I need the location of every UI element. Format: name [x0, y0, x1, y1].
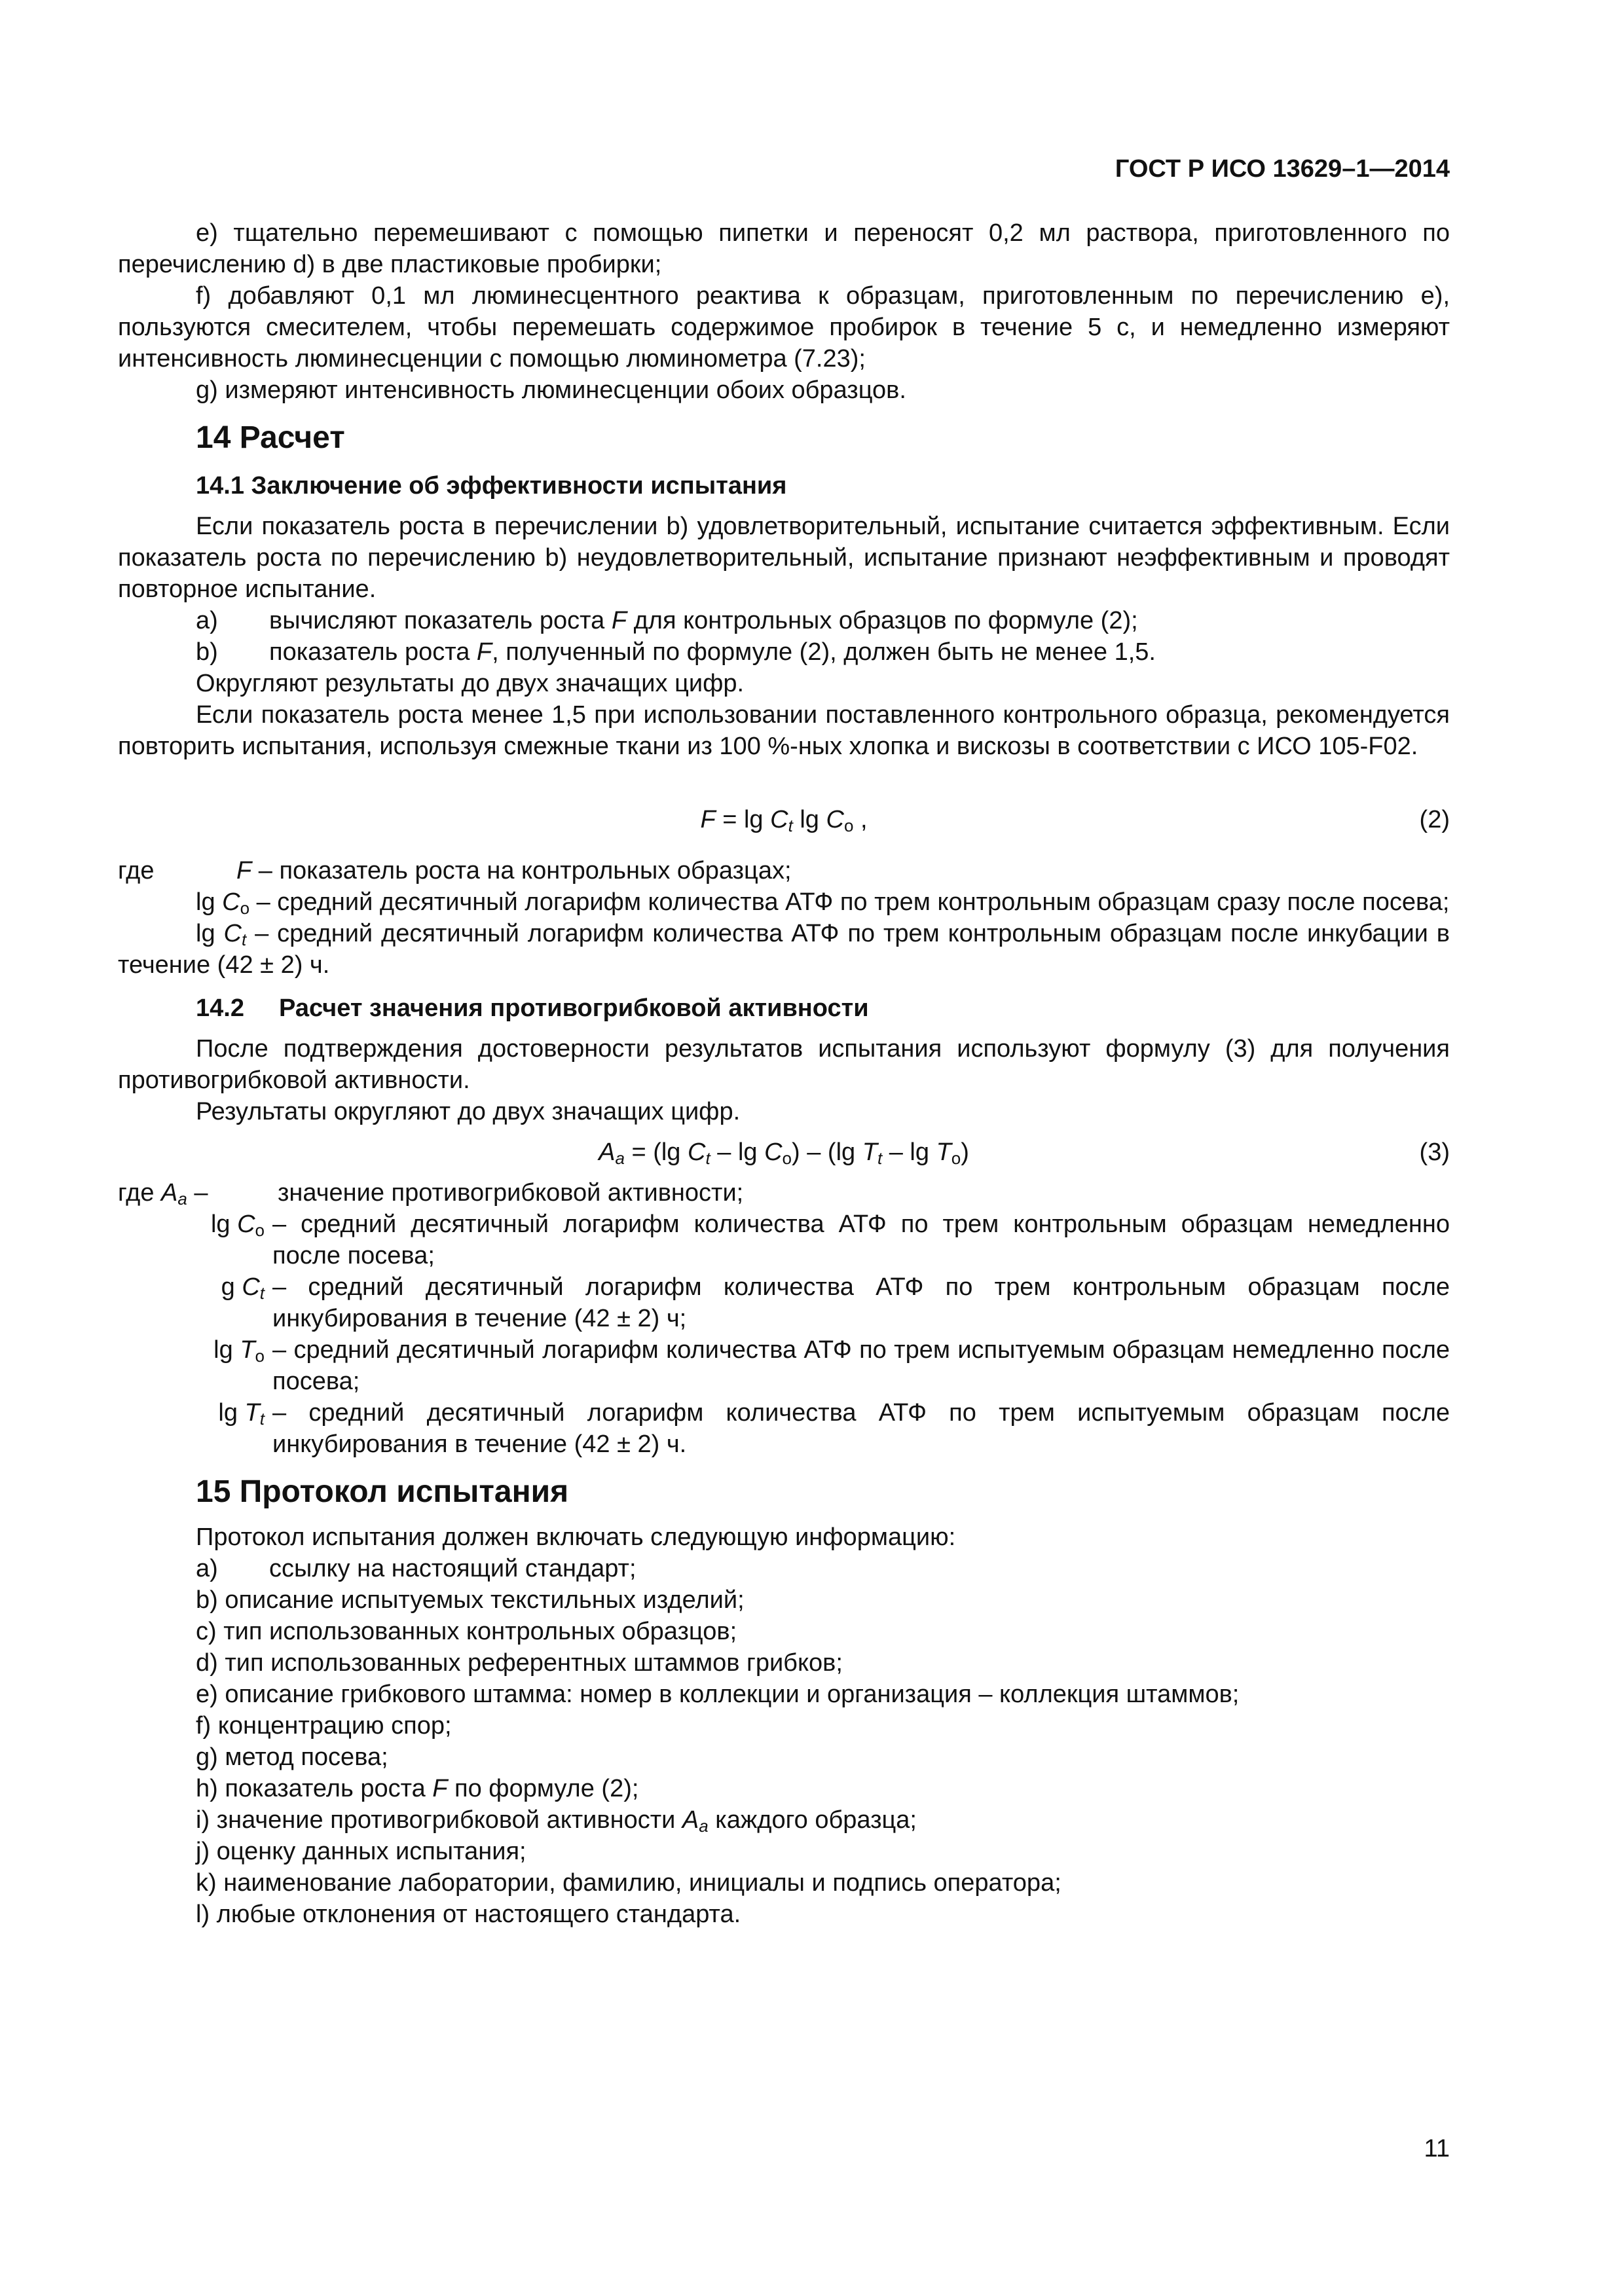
protocol-item: g) метод посева;	[196, 1743, 388, 1771]
def-text-aa: значение противогрибковой активности;	[278, 1179, 744, 1207]
list-text: ссылку на настоящий стандарт;	[269, 1555, 637, 1582]
list-marker: a)	[196, 1555, 218, 1582]
where-word: где	[118, 857, 155, 884]
intro-item-e: е) тщательно перемешивают с помощью пипетки и переносят 0,2 мл раствора, приготовленного по перечислению d) в две пластиковые пробирки;	[118, 219, 1450, 278]
intro-item-g: g) измеряют интенсивность люминесценции обоих образцов.	[196, 376, 906, 404]
where-line-3: $\lg C_t$ – средний десятичный логарифм количества АТФ по трем контрольным образцам после инкубации в течение (42 ± 2) ч.	[118, 920, 1450, 979]
paragraph-repeat-test: Если показатель роста менее 1,5 при использовании поставленного контрольного образца, рекомендуется повторить испытания, используя смежные ткани из 100 %-ных хлопка и вискозы в соответствии с ИСО 105-F02.	[118, 701, 1450, 760]
protocol-item: b) описание испытуемых текстильных изделий;	[196, 1586, 745, 1614]
where-definition: F – показатель роста на контрольных образцах;	[236, 857, 792, 884]
page-number: 11	[1424, 2135, 1450, 2162]
def-text-to: – средний десятичный логарифм количества АТФ по трем испытуемым образцам немедленно после посева;	[272, 1336, 1450, 1395]
protocol-item: f) концентрацию спор;	[196, 1712, 452, 1740]
protocol-item: c) тип использованных контрольных образцов;	[196, 1618, 737, 1645]
section-14-1-title: 14.1 Заключение об эффективности испытания	[196, 472, 787, 500]
def-text-tt: – средний десятичный логарифм количества АТФ по трем испытуемым образцам после инкубирования в течение (42 ± 2) ч.	[272, 1399, 1450, 1458]
protocol-item-i: i) значение противогрибковой активности $A_a$ каждого образца;	[196, 1806, 917, 1836]
paragraph-antifungal: После подтверждения достоверности результатов испытания используют формулу (3) для получения противогрибковой активности.	[118, 1035, 1450, 1094]
protocol-item-a	[118, 1553, 1450, 1584]
def-text-co: – средний десятичный логарифм количества АТФ по трем контрольным образцам немедленно после посева;	[272, 1211, 1450, 1269]
formula-3	[118, 1137, 1450, 1168]
section-15-title: 15 Протокол испытания	[196, 1474, 569, 1509]
document-body	[118, 217, 1450, 1930]
def-term-to: $\lg T_o$	[213, 1336, 265, 1366]
list-item-a	[118, 605, 1450, 636]
paragraph-rounding: Округляют результаты до двух значащих цифр.	[196, 670, 745, 697]
formula-3-definitions	[118, 1177, 1450, 1460]
formula-2-number: (2)	[1419, 806, 1450, 833]
protocol-item: l) любые отклонения от настоящего стандарта.	[196, 1901, 741, 1928]
where-line-2: $\lg C_o$ – средний десятичный логарифм количества АТФ по трем контрольным образцам сразу после посева;	[196, 888, 1450, 918]
section-14-title: 14 Расчет	[196, 420, 345, 455]
formula-2-expression: $F = \lg C_t$ $\lg C_o$ ,	[700, 806, 868, 835]
section-14-2-title: 14.2 Расчет значения противогрибковой активности	[196, 994, 869, 1022]
def-term-ct: g $C_t$	[221, 1273, 265, 1303]
list-marker: b)	[196, 638, 218, 666]
def-term-co: $\lg C_o$	[210, 1211, 265, 1240]
protocol-item: e) описание грибкового штамма: номер в коллекции и организация – коллекция штаммов;	[196, 1681, 1240, 1708]
list-item-b	[118, 636, 1450, 668]
formula-3-number: (3)	[1419, 1139, 1450, 1166]
intro-item-f: f) добавляют 0,1 мл люминесцентного реактива к образцам, приготовленным по перечислению е), пользуются смесителем, чтобы перемешать содержимое пробирок в течение 5 с, и немедленно измеряют интенсивность люминесценции с помощью люминометра (7.23);	[118, 282, 1450, 373]
formula-3-expression: $A_a = (\lg$ $C_t$ – $\lg C_o) - (\lg$ $T_t$ – $\lg T_o$)	[599, 1139, 969, 1168]
paragraph-efficiency: Если показатель роста в перечислении b) удовлетворительный, испытание считается эффективным. Если показатель роста по перечислению b) неудовлетворительный, испытание признают неэффективным и проводят повторное испытание.	[118, 513, 1450, 603]
where-line-1	[118, 855, 1450, 886]
def-term-tt: $\lg T_t$	[218, 1399, 265, 1429]
protocol-item: j) оценку данных испытания;	[196, 1838, 526, 1865]
protocol-item-h: h) показатель роста F по формуле (2);	[196, 1775, 639, 1802]
list-text: показатель роста F, полученный по формуле (2), должен быть не менее 1,5.	[269, 638, 1156, 666]
formula-2	[118, 804, 1450, 835]
def-text-ct: – средний десятичный логарифм количества АТФ по трем контрольным образцам после инкубирования в течение (42 ± 2) ч;	[272, 1273, 1450, 1332]
list-marker: a)	[196, 607, 218, 634]
def-term-aa: где $A_a$ –	[118, 1179, 208, 1209]
paragraph-rounding-2: Результаты округляют до двух значащих цифр.	[196, 1098, 741, 1125]
standard-header: ГОСТ Р ИСО 13629–1—2014	[1115, 155, 1450, 183]
protocol-lead: Протокол испытания должен включать следующую информацию:	[196, 1523, 956, 1551]
list-text: вычисляют показатель роста F для контрольных образцов по формуле (2);	[269, 607, 1138, 634]
protocol-item: d) тип использованных референтных штаммов грибков;	[196, 1649, 843, 1677]
protocol-item: k) наименование лаборатории, фамилию, инициалы и подпись оператора;	[196, 1869, 1061, 1897]
